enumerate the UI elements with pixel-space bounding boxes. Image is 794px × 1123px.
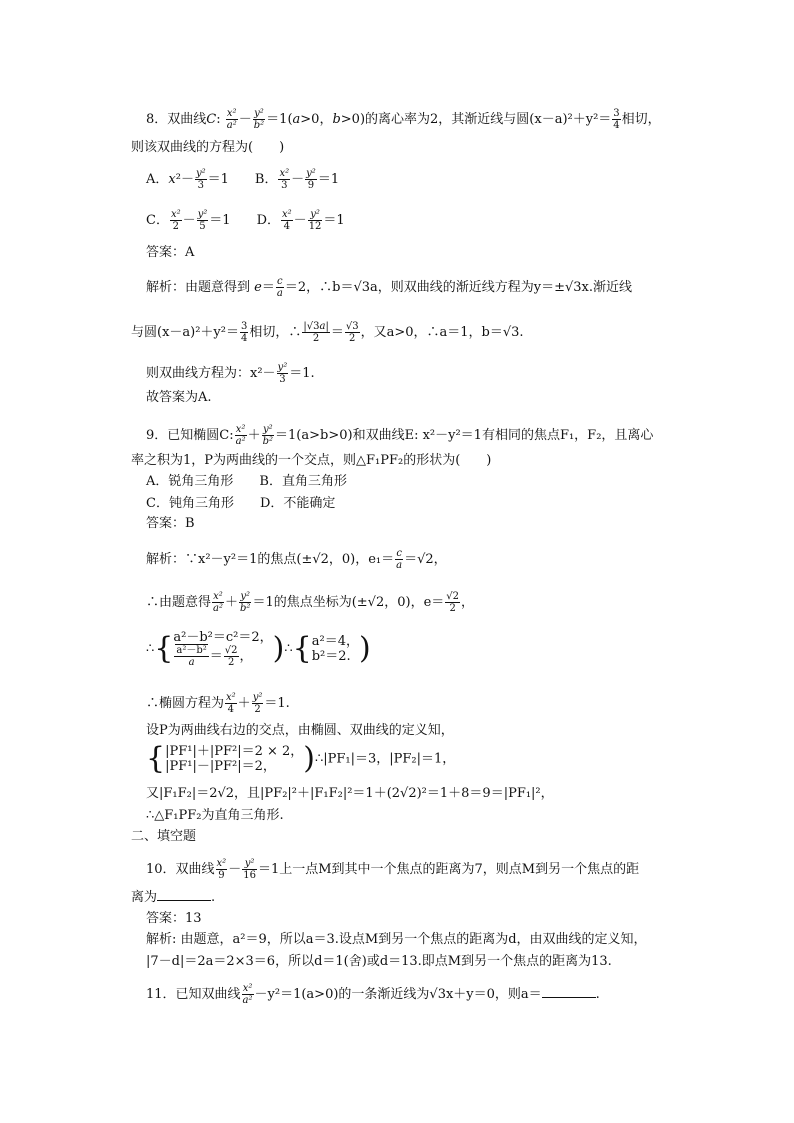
- e1-text: 解析：∵x²－y²＝1的焦点(±√2，0)，e₁＝: [146, 552, 395, 567]
- q10-line2: [131, 888, 215, 906]
- fraction: $\frac{3}{4}$: [241, 321, 248, 344]
- fraction: $\frac{\text{x²}}{\text{a²}}$: [235, 424, 246, 447]
- right-brace: ): [272, 631, 285, 666]
- fraction: $\frac{c}{a}$: [396, 548, 403, 571]
- fraction: $\frac{√2}{2}$: [224, 645, 238, 668]
- q9-number: 9．已知椭圆C:: [146, 428, 234, 443]
- left-brace: {: [146, 741, 166, 776]
- q8-line2: 则该双曲线的方程为( ): [131, 140, 285, 155]
- fraction: $\frac{c}{a}$: [276, 276, 283, 299]
- ellipse-text: ∴椭圆方程为: [146, 696, 225, 711]
- fraction: $\frac{\text{y²}}{3}$: [277, 362, 288, 385]
- q11-number: 11．已知双曲线: [146, 987, 241, 1002]
- q8-options-cd: C． $\frac{\text{x²}}{2}$ － $\frac{\text{y²}}{5}$ ＝1 D． $\frac{\text{x²}}{4}$ － $\frac{\text{y²}}{12}$ ＝1: [146, 209, 345, 232]
- eq-tail: ＝1.: [289, 366, 315, 381]
- q8-options-ab: A．x²－ $\frac{\text{y²}}{3}$ ＝1 B． $\frac{\text{x²}}{3}$ － $\frac{\text{y²}}{9}$ ＝1: [146, 168, 340, 191]
- sys3-line-b: |PF¹|－|PF²|＝2，: [165, 759, 276, 774]
- equation-system: a²－b²＝c²＝2， $\frac{\text{a²－b²}}{a}$ ＝ $\frac{√2}{2}$ ，: [173, 630, 273, 668]
- right-brace: ): [358, 631, 371, 666]
- q10-line2-end: .: [211, 890, 216, 905]
- right-brace: ): [303, 741, 315, 776]
- equation-system: [165, 744, 303, 774]
- fraction: $\frac{\text{x²}}{\text{a²}}$: [226, 108, 237, 131]
- fraction: $\frac{3}{4}$: [613, 108, 620, 131]
- sys3-result: ∴|PF₁|＝3，|PF₂|＝1，: [315, 751, 456, 767]
- option-b-label: B．: [254, 172, 278, 187]
- fraction: $\frac{\text{x²}}{9}$: [216, 858, 227, 881]
- fraction: $\frac{\text{x²}}{3}$: [279, 168, 290, 191]
- fraction: $\frac{\text{x²}}{2}$: [170, 209, 181, 232]
- option-a-label: A．: [146, 172, 169, 187]
- e2-tail: ＝1的焦点坐标为(±√2，0)，e＝: [252, 595, 445, 610]
- e2-end: ，: [461, 595, 475, 610]
- q8-conclusion: 故答案为A.: [146, 390, 212, 405]
- q9-stem: 9．已知椭圆C: $\frac{\text{x²}}{\text{a²}}$ ＋ $\frac{\text{y²}}{\text{b²}}$ ＝1(a>b>0)和双曲线E: x²－y²＝1有相同的焦点F₁，F₂，且离心: [146, 424, 654, 447]
- sys3-line-a: |PF¹|＋|PF²|＝2 × 2，: [165, 744, 304, 759]
- fraction: $\frac{\text{x²}}{4}$: [226, 692, 236, 715]
- q9-explanation-1: [146, 548, 447, 571]
- q9-options-ab: A．锐角三角形 B．直角三角形: [146, 474, 347, 489]
- sys2-line-a: a²＝4，: [311, 634, 359, 649]
- q9-system-2: [146, 741, 456, 776]
- answer-blank[interactable]: [157, 888, 211, 901]
- expl2-prefix: 与圆(x－a)²＋y²＝: [131, 325, 239, 340]
- fraction: $\frac{\text{y²}}{3}$: [195, 168, 206, 191]
- fraction: $\frac{\text{x²}}{\text{a²}}$: [242, 983, 253, 1006]
- option-d-label: D．: [256, 213, 281, 228]
- q8-stem-text: 的离心率为2，其渐近线与圆(x－a)²＋y²＝: [365, 112, 612, 127]
- sys1-line-a: a²－b²＝c²＝2，: [173, 630, 273, 645]
- expl-prefix: 解析：由题意得到: [146, 280, 251, 295]
- fraction: $\frac{|√3a|}{2}$: [303, 321, 329, 344]
- q8-explanation-2: 与圆(x－a)²＋y²＝ $\frac{3}{4}$ 相切，∴ $\frac{|√3a|}{2}$ ＝ $\frac{√3}{2}$ ，又a>0，∴a＝1，b＝√3.: [131, 321, 524, 344]
- sys2-line-b: b²＝2.: [311, 649, 351, 664]
- q9-conclusion: ∴△F₁PF₂为直角三角形.: [146, 808, 284, 823]
- q9-explanation-2: ∴由题意得 $\frac{\text{x²}}{\text{a²}}$ ＋ $\frac{\text{y²}}{\text{b²}}$ ＝1的焦点坐标为(±√2，0)，e＝ $\frac{√2}{2}$ ，: [146, 591, 475, 614]
- fraction: $\frac{\text{y²}}{12}$: [308, 209, 322, 232]
- q9-line-f: 又|F₁F₂|＝2√2，且|PF₂|²＋|F₁F₂|²＝1＋(2√2)²＝1＋8＝9＝|PF₁|²，: [146, 786, 554, 801]
- expl2-mid: 相切，∴: [249, 325, 302, 340]
- fraction: $\frac{\text{y²}}{5}$: [197, 209, 208, 232]
- q11-stem: [146, 983, 600, 1006]
- fraction: $\frac{\text{y²}}{9}$: [306, 168, 316, 191]
- option-c-label: C．: [146, 213, 169, 228]
- fraction: $\frac{\text{y²}}{16}$: [243, 858, 256, 881]
- q8-equation: [146, 362, 315, 385]
- q9-options-cd: C．钝角三角形 D．不能确定: [146, 496, 336, 511]
- fraction: $\frac{\text{x²}}{4}$: [282, 209, 292, 232]
- q10-explanation-2: |7－d|＝2a＝2×3＝6，所以d＝1(舍)或d＝13.即点M到另一个焦点的距离为13.: [146, 954, 612, 969]
- e1-tail: ＝√2，: [404, 552, 447, 567]
- answer-blank[interactable]: [542, 985, 596, 998]
- e2-text: ∴由题意得: [146, 595, 212, 610]
- q10-number: 10．双曲线: [146, 862, 215, 877]
- fraction: $\frac{\text{y²}}{\text{b²}}$: [240, 591, 251, 614]
- left-brace: {: [154, 631, 174, 666]
- left-brace: {: [292, 631, 312, 666]
- q8-answer: 答案：A: [146, 245, 195, 260]
- q9-answer: 答案：B: [146, 516, 195, 531]
- q8-number: 8．双曲线: [146, 112, 207, 127]
- fraction: $\frac{√2}{2}$: [446, 591, 459, 614]
- fraction: $\frac{\text{x²}}{\text{a²}}$: [213, 591, 223, 614]
- q9-stem-text: ＝1(a>b>0)和双曲线E: x²－y²＝1有相同的焦点F₁，F₂，且离心: [275, 428, 654, 443]
- q9-set-p: 设P为两曲线右边的交点，由椭圆、双曲线的定义知，: [146, 723, 454, 738]
- q8-stem: 8．双曲线C: $\frac{\text{x²}}{\text{a²}}$ － $\frac{\text{y²}}{\text{b²}}$ ＝1(a>0，b>0)的离心率为2，其渐近线与圆(x－a)²＋y²＝ $\frac{3}{4}$ 相切，: [146, 108, 661, 131]
- fraction: $\frac{\text{y²}}{2}$: [252, 692, 263, 715]
- q10-explanation-1: 解析: 由题意，a²＝9，所以a＝3.设点M到另一个焦点的距离为d，由双曲线的定义知，: [146, 932, 647, 947]
- q8-explanation-1: 解析：由题意得到 e＝ $\frac{c}{a}$ ＝2，∴b＝√3a，则双曲线的渐近线方程为y＝±√3x.渐近线: [146, 276, 633, 299]
- section-heading: 二、填空题: [131, 829, 197, 844]
- expl2-tail: ，又a>0，∴a＝1，b＝√3.: [360, 325, 524, 340]
- equation-system: [312, 634, 359, 664]
- expl-mid: ，∴b＝√3a，则双曲线的渐近线方程为y＝±√3x.渐近线: [306, 280, 633, 295]
- eq-text: 则双曲线方程为：x²－: [146, 366, 276, 381]
- q10-line2-text: 离为: [131, 890, 158, 905]
- q10-stem-text: ＝1上一点M到其中一个焦点的距离为7，则点M到另一个焦点的距: [257, 862, 640, 877]
- sys1-line-b: ＝: [209, 649, 223, 664]
- ellipse-tail: ＝1.: [264, 696, 290, 711]
- q8-stem-tail: 相切，: [621, 112, 661, 127]
- fraction: $\frac{\text{a²－b²}}{a}$: [176, 645, 207, 668]
- fraction: $\frac{\text{y²}}{\text{b²}}$: [262, 424, 274, 447]
- q9-ellipse-equation: ∴椭圆方程为 $\frac{\text{x²}}{4}$ ＋ $\frac{\text{y²}}{2}$ ＝1.: [146, 692, 290, 715]
- q10-answer: 答案：13: [146, 911, 202, 926]
- q9-line2: 率之积为1，P为两曲线的一个交点，则△F₁PF₂的形状为( ): [131, 453, 492, 468]
- fraction: $\frac{√3}{2}$: [345, 321, 359, 344]
- q9-system-1: ∴{a²－b²＝c²＝2， $\frac{\text{a²－b²}}{a}$ ＝ $\frac{√2}{2}$ ， )∴{a²＝4， b²＝2. ): [146, 630, 371, 668]
- fraction: $\frac{\text{y²}}{\text{b²}}$: [253, 108, 265, 131]
- q11-end: .: [595, 987, 600, 1002]
- q10-stem: 10．双曲线 $\frac{\text{x²}}{9}$ － $\frac{\text{y²}}{16}$ ＝1上一点M到其中一个焦点的距离为7，则点M到另一个焦点的距: [146, 858, 640, 881]
- q11-stem-text: －y²＝1(a>0)的一条渐近线为√3x＋y＝0，则a＝: [254, 987, 542, 1002]
